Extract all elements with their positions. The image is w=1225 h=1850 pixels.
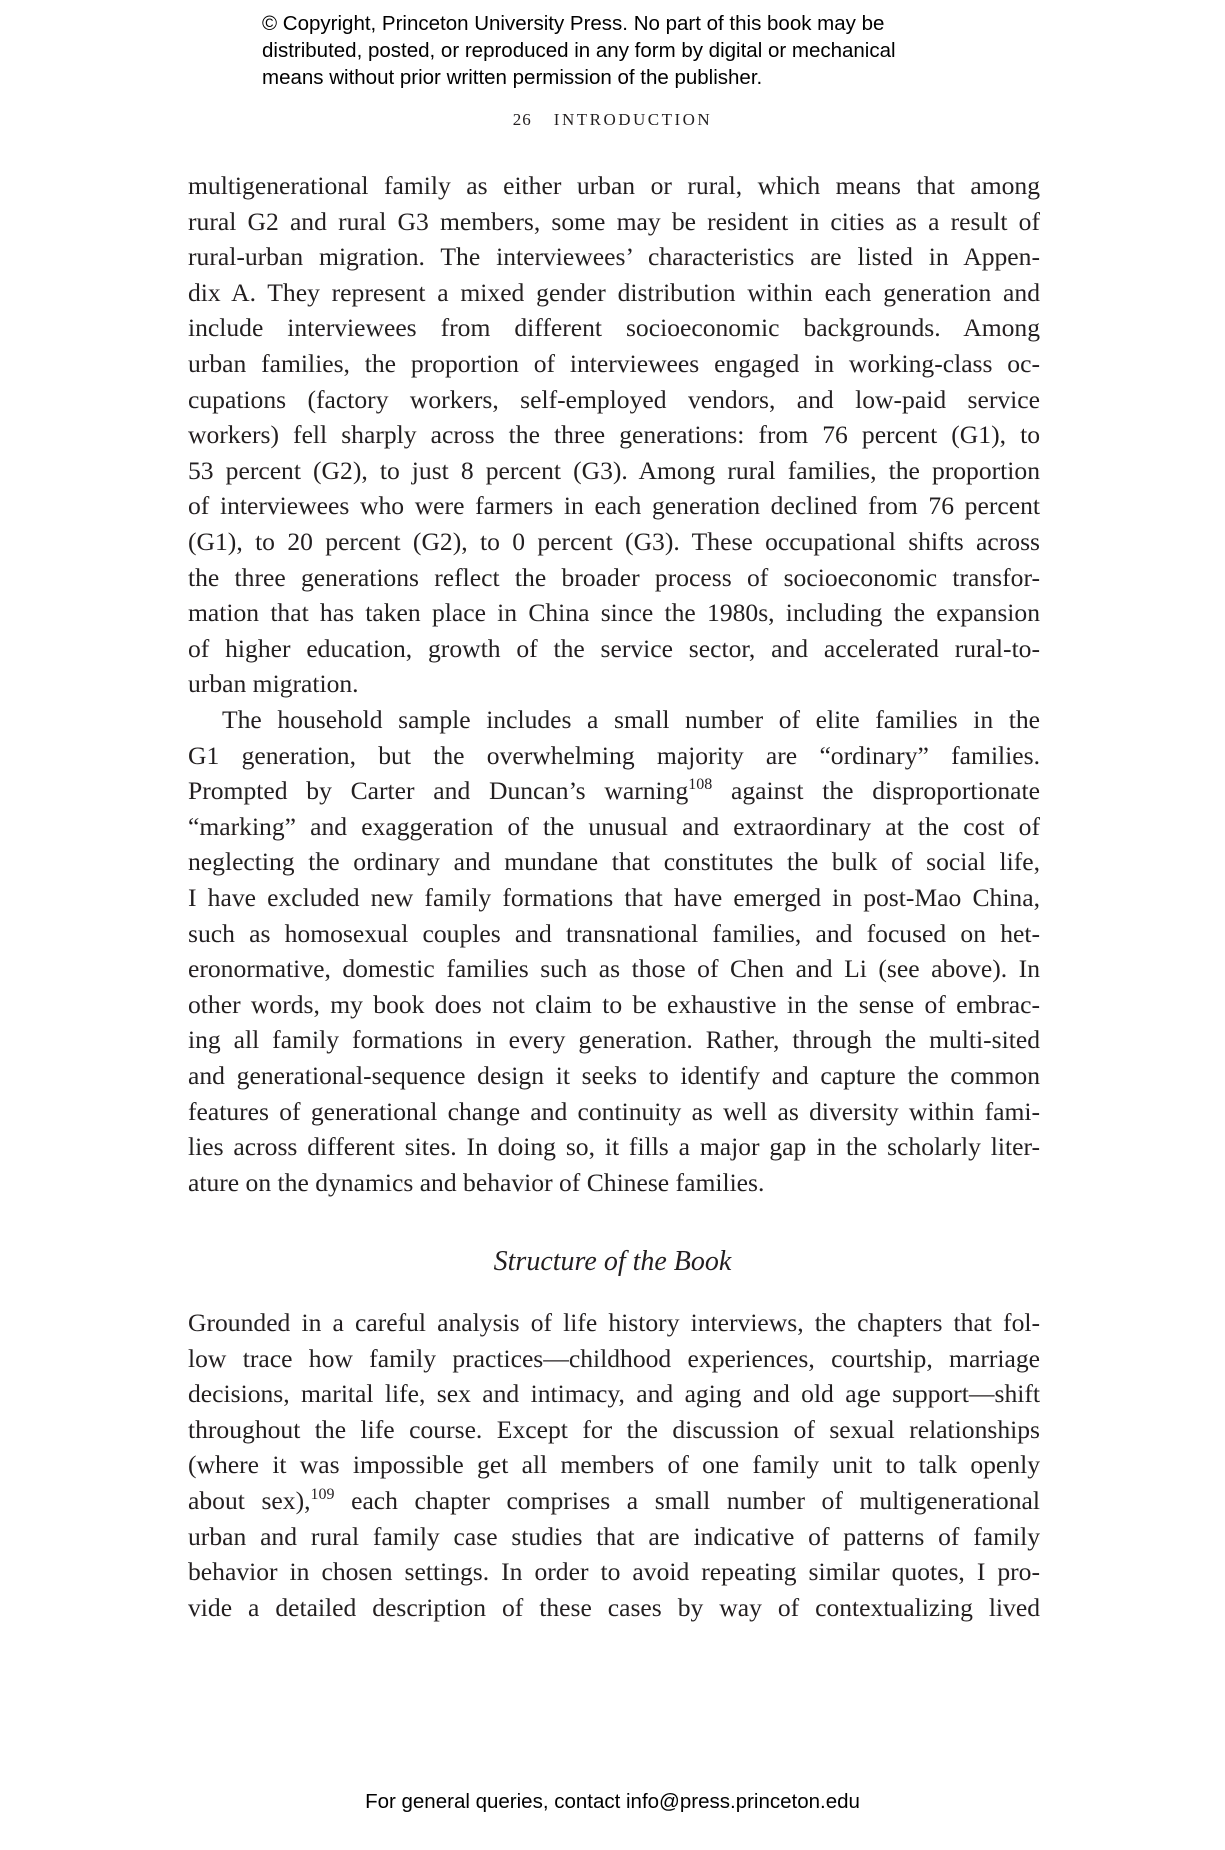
text-line: “marking” and exaggeration of the unusual and extraordinary at the cost of xyxy=(188,811,1040,841)
copyright-notice xyxy=(262,10,1022,91)
copyright-line: distributed, posted, or reproduced in any form by digital or mechanical xyxy=(262,39,896,62)
paragraph-2 xyxy=(188,702,1040,1200)
text-line: I have excluded new family formations that have emerged in post-Mao China, xyxy=(188,882,1040,912)
text-line: cupations (factory workers, self-employed vendors, and low-paid service xyxy=(188,384,1040,414)
text-line: workers) fell sharply across the three generations: from 76 percent (G1), to xyxy=(188,420,1040,450)
text-line: (G1), to 20 percent (G2), to 0 percent (G3). These occupational shifts across xyxy=(188,526,1040,556)
text-line: rural G2 and rural G3 members, some may be resident in cities as a result of xyxy=(188,206,1040,236)
text-fragment: about sex), xyxy=(188,1485,311,1515)
text-fragment: against the disproportionate xyxy=(712,776,1040,806)
text-line: rural-urban migration. The interviewees’ characteristics are listed in Appen- xyxy=(188,242,1040,272)
section-heading: Structure of the Book xyxy=(493,1246,732,1277)
paragraph-3 xyxy=(188,1305,1040,1625)
text-line: and generational-sequence design it seeks to identify and capture the common xyxy=(188,1060,1040,1090)
page-number: 26 xyxy=(512,110,532,129)
text-line: neglecting the ordinary and mundane that constitutes the bulk of social life, xyxy=(188,847,1040,877)
text-line: urban families, the proportion of interviewees engaged in working-class oc- xyxy=(188,348,1040,378)
text-line: vide a detailed description of these cases by way of contextualizing lived xyxy=(188,1592,1040,1622)
text-line: urban migration. xyxy=(188,669,359,699)
copyright-line: means without prior written permission of the publisher. xyxy=(262,66,763,89)
text-fragment: each chapter comprises a small number of multigenerational xyxy=(334,1485,1040,1515)
text-line: 53 percent (G2), to just 8 percent (G3). Among rural families, the proportion xyxy=(188,455,1040,485)
footnote-ref-108[interactable]: 108 xyxy=(688,776,713,794)
text-line: Grounded in a careful analysis of life history interviews, the chapters that fol- xyxy=(188,1308,1040,1337)
paragraph-1 xyxy=(188,168,1040,702)
text-line-with-note xyxy=(188,773,1040,809)
text-line: of higher education, growth of the service sector, and accelerated rural-to- xyxy=(188,633,1040,663)
running-head xyxy=(0,110,1225,130)
text-line: eronormative, domestic families such as those of Chen and Li (see above). In xyxy=(188,954,1040,984)
text-line: features of generational change and continuity as well as diversity within fami- xyxy=(188,1096,1040,1126)
text-line: such as homosexual couples and transnational families, and focused on het- xyxy=(188,918,1040,948)
text-line: ing all family formations in every generation. Rather, through the multi-sited xyxy=(188,1025,1040,1055)
running-head-title: INTRODUCTION xyxy=(553,110,713,129)
text-line: behavior in chosen settings. In order to avoid repeating similar quotes, I pro- xyxy=(188,1557,1040,1587)
text-line: of interviewees who were farmers in each generation declined from 76 percent xyxy=(188,491,1040,521)
text-line: dix A. They represent a mixed gender distribution within each generation and xyxy=(188,277,1040,307)
footnote-ref-109[interactable]: 109 xyxy=(310,1485,335,1503)
text-line: the three generations reflect the broader process of socioeconomic transfor- xyxy=(188,562,1040,592)
text-line: include interviewees from different socioeconomic backgrounds. Among xyxy=(188,313,1040,343)
text-line: other words, my book does not claim to be exhaustive in the sense of embrac- xyxy=(188,989,1040,1019)
text-line: lies across different sites. In doing so, it fills a major gap in the scholarly liter- xyxy=(188,1132,1040,1162)
text-line: urban and rural family case studies that are indicative of patterns of family xyxy=(188,1521,1040,1551)
text-line: low trace how family practices—childhood experiences, courtship, marriage xyxy=(188,1343,1040,1373)
text-line: G1 generation, but the overwhelming majority are “ordinary” families. xyxy=(188,740,1040,770)
copyright-line: © Copyright, Princeton University Press. No part of this book may be xyxy=(262,12,885,35)
text-line: decisions, marital life, sex and intimacy, and aging and old age support—shift xyxy=(188,1379,1040,1409)
text-fragment: Prompted by Carter and Duncan’s warning xyxy=(188,776,689,806)
text-line: (where it was impossible get all members of one family unit to talk openly xyxy=(188,1450,1040,1480)
text-line: ature on the dynamics and behavior of Chinese families. xyxy=(188,1167,765,1197)
text-line: throughout the life course. Except for the discussion of sexual relationships xyxy=(188,1414,1040,1444)
text-line: mation that has taken place in China since the 1980s, including the expansion xyxy=(188,598,1040,628)
text-line: The household sample includes a small number of elite families in the xyxy=(222,705,1040,734)
text-line: multigenerational family as either urban or rural, which means that among xyxy=(188,171,1040,200)
text-line-with-note xyxy=(188,1483,1040,1519)
footer-contact: For general queries, contact info@press.princeton.edu xyxy=(365,1790,860,1813)
